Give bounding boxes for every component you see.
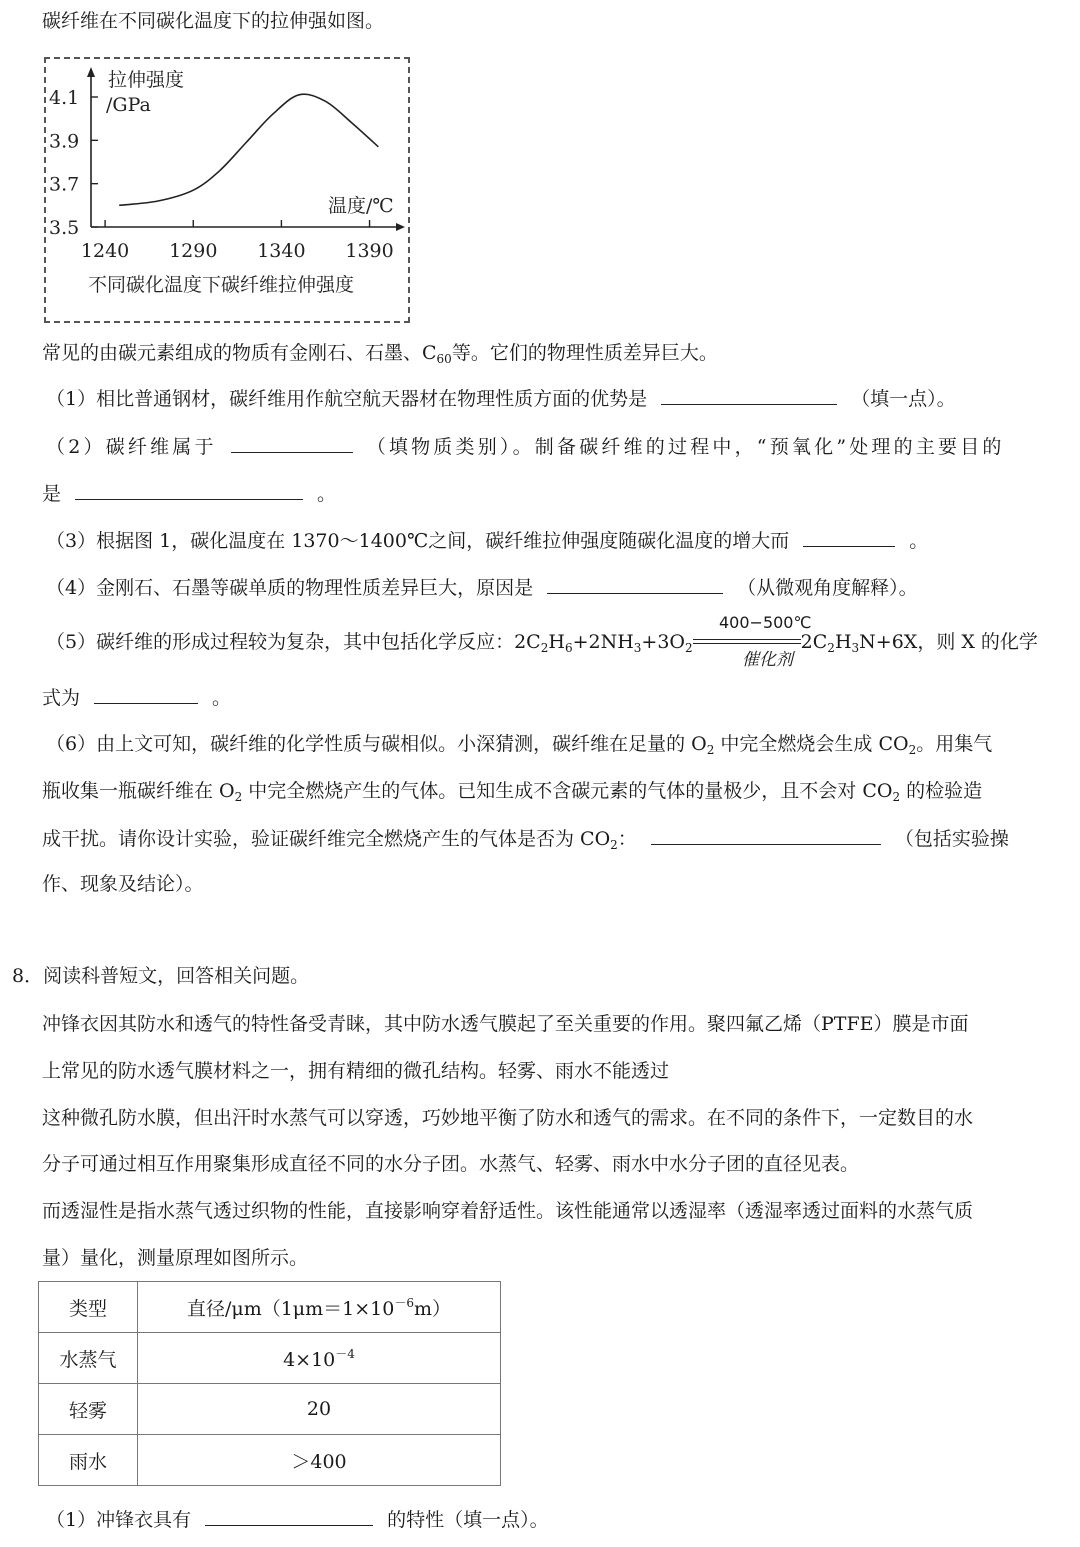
y-tick-label: 4.1 xyxy=(49,87,80,109)
x-tick-label: 1340 xyxy=(257,240,306,262)
condition-catalyst: 催化剂 xyxy=(742,650,793,670)
answer-blank-1[interactable] xyxy=(661,386,837,405)
tensile-strength-chart xyxy=(46,59,412,325)
chart-figure xyxy=(44,57,410,323)
q8-paragraph-6: 量）量化，测量原理如图所示。 xyxy=(42,1247,309,1269)
question-5: （5）碳纤维的形成过程较为复杂，其中包括化学反应：$2C_2H_6+2NH_3+3O_2$ $2C_2H_3N+6X$，则 X 的化学 xyxy=(46,631,1038,655)
table-cell: 水蒸气 xyxy=(39,1333,138,1384)
question-2: （2）碳纤维属于 （填物质类别）。制备碳纤维的过程中，“预氧化”处理的主要目的 xyxy=(46,436,1005,458)
y-axis-label: 拉伸强度 xyxy=(108,69,185,91)
question-8-title: 8．阅读科普短文，回答相关问题。 xyxy=(12,965,310,987)
q8-paragraph-2: 上常见的防水透气膜材料之一，拥有精细的微孔结构。轻雾、雨水不能透过 xyxy=(42,1060,670,1082)
table-row xyxy=(39,1435,501,1486)
question-6-line4: 作、现象及结论）。 xyxy=(42,873,204,895)
q8-paragraph-1: 冲锋衣因其防水和透气的特性备受青睐，其中防水透气膜起了至关重要的作用。聚四氟乙烯（PTFE）膜是市面 xyxy=(42,1013,969,1035)
question-6-line2: 瓶收集一瓶碳纤维在 $O_2$ 中完全燃烧产生的气体。已知生成不含碳元素的气体的量极少，且不会对 $CO_2$ 的检验造 xyxy=(42,780,983,804)
answer-blank-3[interactable] xyxy=(803,528,895,547)
answer-blank-8-1[interactable] xyxy=(205,1507,373,1526)
x-tick-label: 1240 xyxy=(80,240,130,262)
water-cluster-table xyxy=(38,1281,501,1486)
y-tick-label: 3.7 xyxy=(49,173,80,196)
table-header-type: 类型 xyxy=(39,1282,138,1333)
question-4: （4）金刚石、石墨等碳单质的物理性质差异巨大，原因是 （从微观角度解释）。 xyxy=(46,577,918,599)
answer-blank-5[interactable] xyxy=(94,685,198,704)
y-tick-label: 3.9 xyxy=(49,130,80,153)
x-axis-arrow xyxy=(396,223,405,231)
x-tick-label: 1290 xyxy=(169,240,218,262)
table-cell: 雨水 xyxy=(39,1435,138,1486)
paragraph-common-carbon: 常见的由碳元素组成的物质有金刚石、石墨、$C_{60}$等。它们的物理性质差异巨大。 xyxy=(42,342,718,366)
x-tick-label: 1390 xyxy=(345,240,394,262)
table-header-diameter: 直径$/\mu m(1\mu m=1\times 10^{-6}m)$ xyxy=(138,1282,501,1333)
question-6-line3: 成干扰。请你设计实验，验证碳纤维完全燃烧产生的气体是否为 $CO_2$： （包括实验操 xyxy=(42,828,1009,852)
table-row xyxy=(39,1333,501,1384)
answer-blank-2a[interactable] xyxy=(231,434,353,453)
x-axis-label: 温度/℃ xyxy=(328,195,394,217)
tensile-strength-curve xyxy=(119,94,378,205)
answer-blank-2b[interactable] xyxy=(75,481,303,500)
q8-paragraph-3: 这种微孔防水膜，但出汗时水蒸气可以穿透，巧妙地平衡了防水和透气的需求。在不同的条件下，一定数目的水 xyxy=(42,1107,974,1129)
question-6-line1: （6）由上文可知，碳纤维的化学性质与碳相似。小深猜测，碳纤维在足量的 $O_2$ 中完全燃烧会生成 $CO_2$。用集气 xyxy=(46,733,993,757)
intro-text: 碳纤维在不同碳化温度下的拉伸强如图。 xyxy=(42,10,385,32)
q8-question-1: （1）冲锋衣具有 的特性（填一点）。 xyxy=(46,1509,549,1531)
table-cell: $4\times 10^{-4}$ xyxy=(138,1333,501,1384)
question-5-cont: 式为 。 xyxy=(42,687,232,709)
y-axis-arrow xyxy=(87,67,95,77)
table-cell: ＞400 xyxy=(138,1435,501,1486)
answer-blank-6[interactable] xyxy=(651,826,881,845)
question-3: （3）根据图 1，碳化温度在 1370～1400℃之间，碳纤维拉伸强度随碳化温度的增大而 。 xyxy=(46,530,929,552)
table-cell: 轻雾 xyxy=(39,1384,138,1435)
chart-title: 不同碳化温度下碳纤维拉伸强度 xyxy=(87,274,355,296)
q8-paragraph-5: 而透湿性是指水蒸气透过织物的性能，直接影响穿着舒适性。该性能通常以透湿率（透湿率透过面料的水蒸气质 xyxy=(42,1200,974,1222)
condition-temperature: 400−500℃ xyxy=(719,613,812,632)
answer-blank-4[interactable] xyxy=(547,575,723,594)
table-cell: 20 xyxy=(138,1384,501,1435)
question-1: （1）相比普通钢材，碳纤维用作航空航天器材在物理性质方面的优势是 （填一点）。 xyxy=(46,388,956,410)
y-axis-unit: /GPa xyxy=(106,94,151,116)
table-row xyxy=(39,1384,501,1435)
q8-paragraph-4: 分子可通过相互作用聚集形成直径不同的水分子团。水蒸气、轻雾、雨水中水分子团的直径见表。 xyxy=(42,1153,860,1175)
y-tick-label: 3.5 xyxy=(49,217,80,239)
table-row xyxy=(39,1282,501,1333)
question-2-cont: 是 。 xyxy=(42,483,337,505)
